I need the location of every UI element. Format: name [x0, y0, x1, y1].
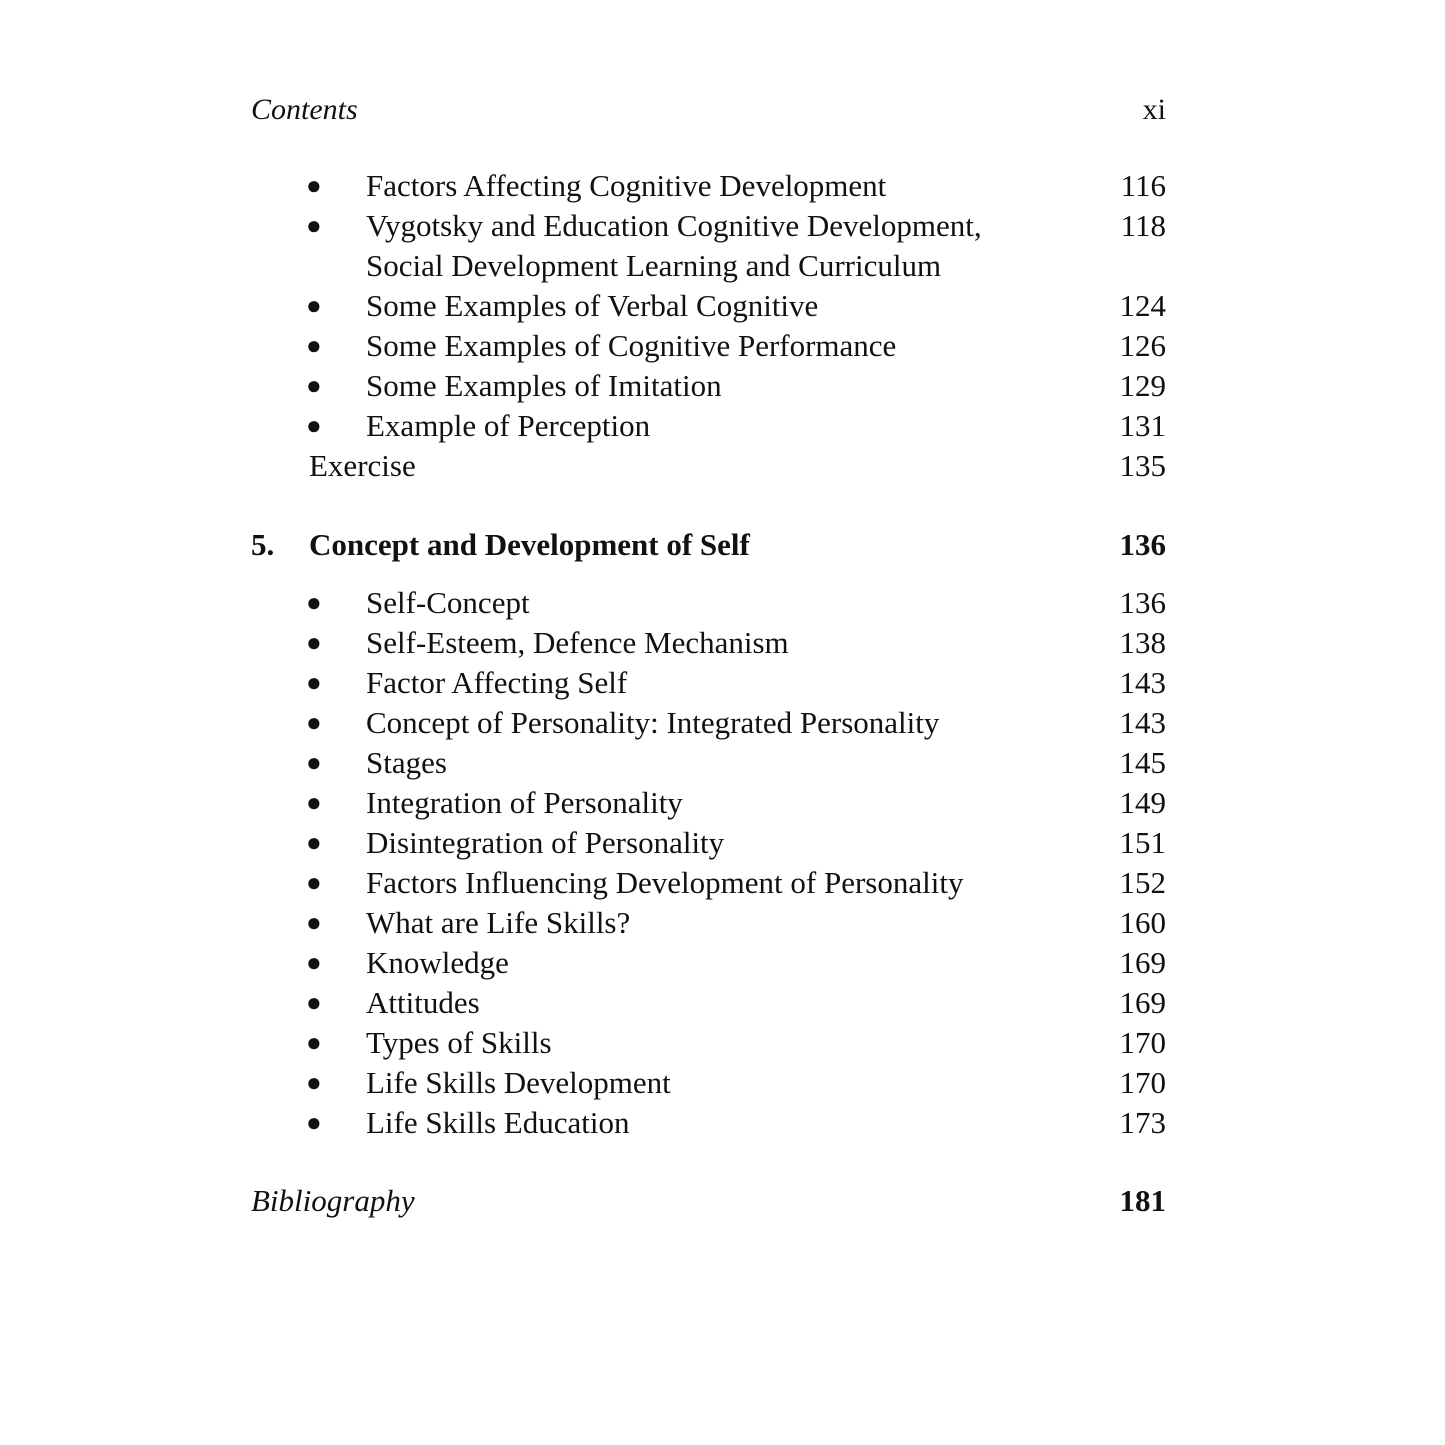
toc-entry-page: 129 — [1119, 368, 1166, 403]
bullet-icon: ● — [306, 908, 322, 937]
toc-exercise-label: Exercise — [309, 448, 416, 483]
toc-entry-page: 118 — [1120, 208, 1166, 243]
toc-entry-page: 160 — [1119, 905, 1166, 940]
bullet-icon: ● — [306, 988, 322, 1017]
bullet-icon: ● — [306, 1068, 322, 1097]
toc-entry-page: 143 — [1119, 705, 1166, 740]
bullet-icon: ● — [306, 828, 322, 857]
chapter-title: Concept and Development of Self — [309, 527, 750, 562]
toc-entry-page: 152 — [1119, 865, 1166, 900]
toc-entry-label: Integration of Personality — [366, 785, 683, 820]
toc-entry-label: Some Examples of Imitation — [366, 368, 722, 403]
toc-entry-page: 169 — [1119, 945, 1166, 980]
bullet-icon: ● — [306, 788, 322, 817]
toc-entry-label: Self-Concept — [366, 585, 530, 620]
toc-entry-label: Concept of Personality: Integrated Personality — [366, 705, 940, 740]
bibliography-label: Bibliography — [251, 1183, 415, 1218]
toc-entry-label: Factors Influencing Development of Personality — [366, 865, 964, 900]
bullet-icon: ● — [306, 948, 322, 977]
bibliography-page: 181 — [1119, 1183, 1166, 1218]
toc-entry-label: Stages — [366, 745, 447, 780]
bullet-icon: ● — [306, 1028, 322, 1057]
toc-entry-label: Types of Skills — [366, 1025, 552, 1060]
toc-entry-page: 126 — [1119, 328, 1166, 363]
toc-entry-label: Life Skills Education — [366, 1105, 630, 1140]
running-head — [251, 92, 1166, 132]
toc-entry-label: Factor Affecting Self — [366, 665, 628, 700]
bullet-icon: ● — [306, 211, 322, 240]
toc-entry-page: 116 — [1120, 168, 1166, 203]
bullet-icon: ● — [306, 371, 322, 400]
bullet-icon: ● — [306, 748, 322, 777]
toc-entry-label: Attitudes — [366, 985, 480, 1020]
chapter-page: 136 — [1119, 527, 1166, 562]
running-head-page-number: xi — [1142, 93, 1166, 126]
toc-entry-label: Some Examples of Cognitive Performance — [366, 328, 897, 363]
toc-entry-page: 143 — [1119, 665, 1166, 700]
toc-entry-page: 131 — [1119, 408, 1166, 443]
toc-entry-page: 173 — [1119, 1105, 1166, 1140]
toc-entry-page: 149 — [1119, 785, 1166, 820]
bullet-icon: ● — [306, 668, 322, 697]
toc-entry-label: Example of Perception — [366, 408, 651, 443]
bullet-icon: ● — [306, 588, 322, 617]
toc-entry-label: Factors Affecting Cognitive Development — [366, 168, 887, 203]
bullet-icon: ● — [306, 411, 322, 440]
running-head-title: Contents — [251, 93, 358, 126]
toc-entry-label: Some Examples of Verbal Cognitive — [366, 288, 819, 323]
toc-entry-page: 138 — [1119, 625, 1166, 660]
toc-entry-label: Knowledge — [366, 945, 509, 980]
toc-entry-page: 169 — [1119, 985, 1166, 1020]
bullet-icon: ● — [306, 1108, 322, 1137]
toc-entry-label: Disintegration of Personality — [366, 825, 725, 860]
toc-exercise-page: 135 — [1119, 448, 1166, 483]
toc-entry-page: 145 — [1119, 745, 1166, 780]
toc-entry-label: Vygotsky and Education Cognitive Development, — [366, 208, 982, 243]
toc-entry-page: 170 — [1119, 1025, 1166, 1060]
bullet-icon: ● — [306, 331, 322, 360]
bullet-icon: ● — [306, 628, 322, 657]
bullet-icon: ● — [306, 171, 322, 200]
toc-entry-label: Self-Esteem, Defence Mechanism — [366, 625, 789, 660]
toc-entry-page: 170 — [1119, 1065, 1166, 1100]
bullet-icon: ● — [306, 291, 322, 320]
toc-entry-label: Life Skills Development — [366, 1065, 671, 1100]
toc-entry-label-continued: Social Development Learning and Curriculum — [366, 248, 942, 283]
toc-entry-page: 151 — [1119, 825, 1166, 860]
chapter-number: 5. — [251, 527, 275, 562]
toc-entry-label: What are Life Skills? — [366, 905, 631, 940]
bullet-icon: ● — [306, 708, 322, 737]
toc-entry-page: 136 — [1119, 585, 1166, 620]
bullet-icon: ● — [306, 868, 322, 897]
toc-entry-page: 124 — [1119, 288, 1166, 323]
